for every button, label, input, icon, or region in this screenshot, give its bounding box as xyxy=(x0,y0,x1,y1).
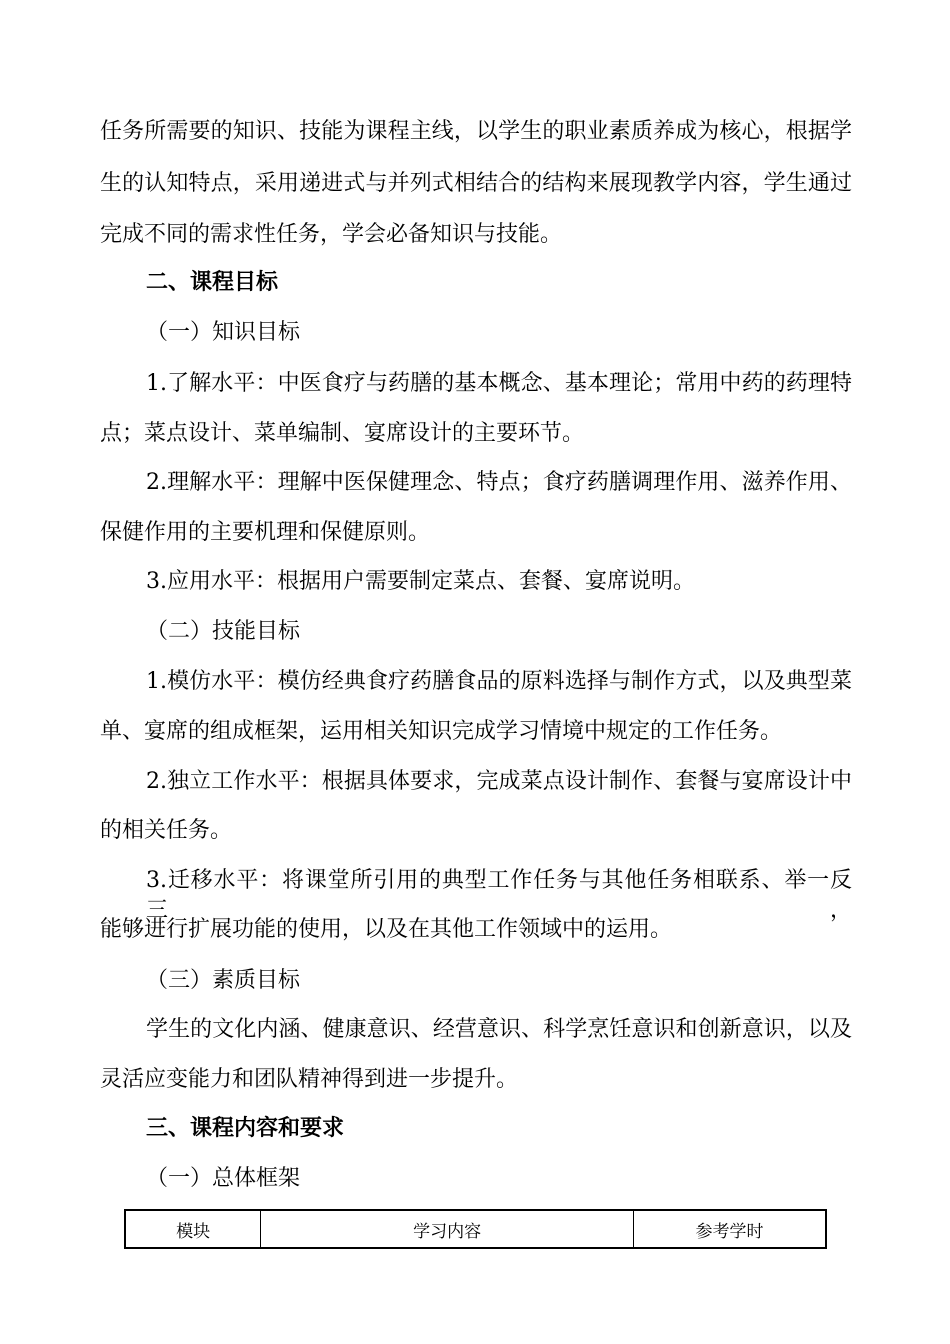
quality-text-line-2: 灵活应变能力和团队精神得到进一步提升。 xyxy=(100,1067,519,1092)
skill-item-2-line-1: 2.独立工作水平：根据具体要求，完成菜点设计制作、套餐与宴席设计中 xyxy=(146,769,852,794)
skill-item-2-line-2: 的相关任务。 xyxy=(100,818,233,843)
skill-item-1-line-1: 1.模仿水平：模仿经典食疗药膳食品的原料选择与制作方式，以及典型菜 xyxy=(146,669,852,694)
skill-item-3-line-2: 能够进行扩展功能的使用，以及在其他工作领域中的运用。 xyxy=(100,917,673,942)
section-heading-course-goals: 二、课程目标 xyxy=(146,269,279,295)
intro-line-2: 生的认知特点，采用递进式与并列式相结合的结构来展现教学内容，学生通过 xyxy=(100,171,852,196)
quality-text-line-1: 学生的文化内涵、健康意识、经营意识、科学烹饪意识和创新意识，以及 xyxy=(146,1017,852,1042)
subheading-knowledge-goals: （一）知识目标 xyxy=(146,320,301,345)
subheading-skill-goals: （二）技能目标 xyxy=(146,619,301,644)
knowledge-item-1-line-1: 1.了解水平：中医食疗与药膳的基本概念、基本理论；常用中药的药理特 xyxy=(146,371,852,396)
section-heading-course-content: 三、课程内容和要求 xyxy=(146,1115,345,1141)
knowledge-item-1-line-2: 点；菜点设计、菜单编制、宴席设计的主要环节。 xyxy=(100,421,585,446)
knowledge-item-2-line-1: 2.理解水平：理解中医保健理念、特点；食疗药膳调理作用、滋养作用、 xyxy=(146,470,852,495)
knowledge-item-2-line-2: 保健作用的主要机理和保健原则。 xyxy=(100,520,431,545)
intro-line-1: 任务所需要的知识、技能为课程主线，以学生的职业素质养成为核心，根据学 xyxy=(100,119,852,144)
skill-item-3-line-1: 3.迁移水平：将课堂所引用的典型工作任务与其他任务相联系、举一反三， xyxy=(146,868,852,923)
table-header-module: 模块 xyxy=(125,1210,261,1248)
skill-item-1-line-2: 单、宴席的组成框架，运用相关知识完成学习情境中规定的工作任务。 xyxy=(100,719,783,744)
knowledge-item-3: 3.应用水平：根据用户需要制定菜点、套餐、宴席说明。 xyxy=(146,569,695,594)
table-header-reference-hours: 参考学时 xyxy=(634,1210,826,1248)
framework-table xyxy=(124,1209,827,1249)
subheading-overall-framework: （一）总体框架 xyxy=(146,1166,301,1191)
intro-line-3: 完成不同的需求性任务，学会必备知识与技能。 xyxy=(100,222,563,247)
table-header-learning-content: 学习内容 xyxy=(261,1210,634,1248)
subheading-quality-goals: （三）素质目标 xyxy=(146,968,301,993)
table-header-row xyxy=(125,1210,826,1248)
